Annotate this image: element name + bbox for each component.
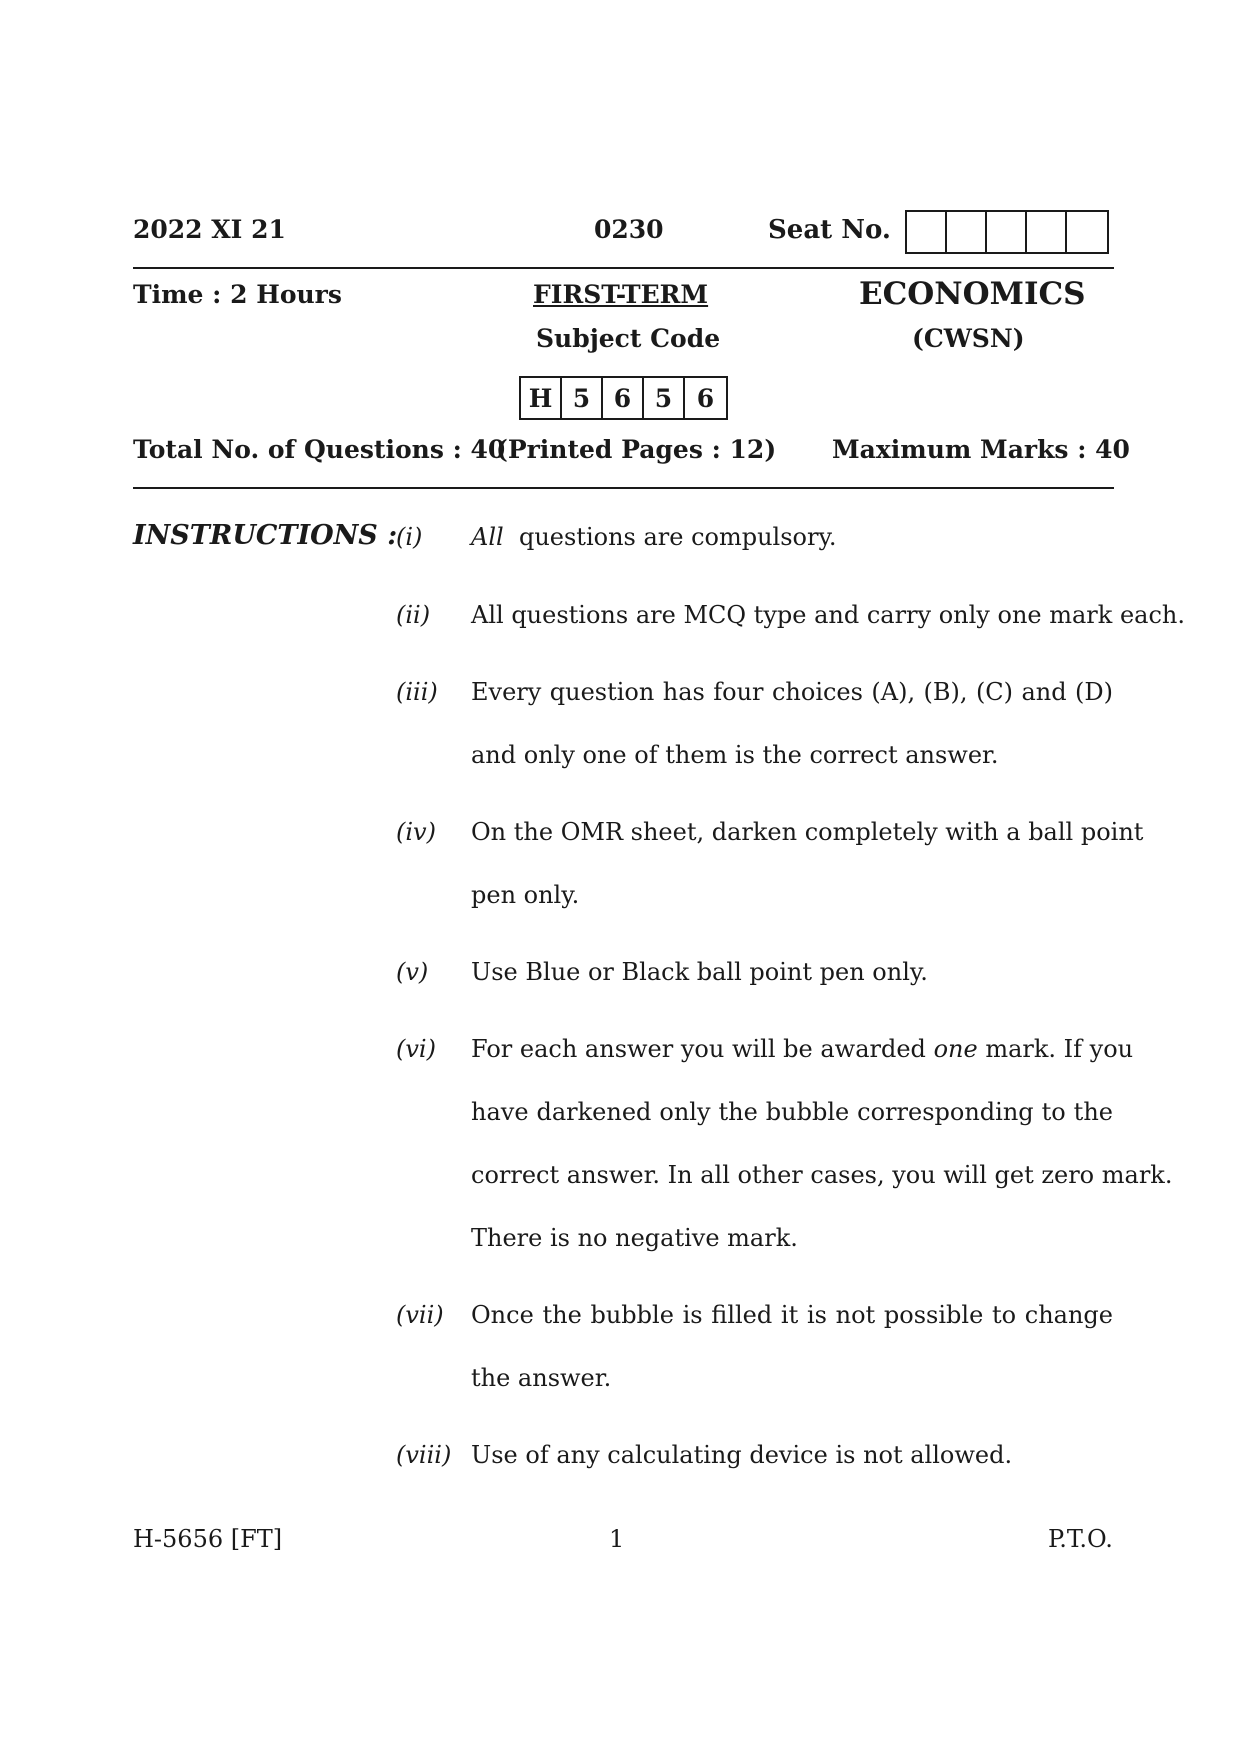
term-title: FIRST-TERM <box>533 280 709 309</box>
printed-pages: (Printed Pages : 12) <box>496 435 777 464</box>
instruction-line: Once the bubble is filled it is not possible to change <box>471 1301 1113 1329</box>
instruction-line: Use Blue or Black ball point pen only. <box>471 958 928 986</box>
seat-digit-box[interactable] <box>1027 212 1067 252</box>
subject-code-char: 6 <box>603 378 644 418</box>
instruction-number: (vii) <box>396 1301 444 1329</box>
total-questions: Total No. of Questions : 40 <box>133 435 506 464</box>
instruction-number: (iv) <box>396 818 436 846</box>
subject-code-char: 5 <box>562 378 603 418</box>
instructions-heading: INSTRUCTIONS : <box>133 520 398 551</box>
instruction-line: correct answer. In all other cases, you will get zero mark. <box>471 1161 1173 1189</box>
instruction-line <box>471 523 1113 551</box>
instruction-line: Use of any calculating device is not allowed. <box>471 1441 1013 1469</box>
instruction-emphasis: All <box>471 523 504 551</box>
instruction-line: and only one of them is the correct answer. <box>471 741 999 769</box>
instruction-emphasis: one <box>933 1035 978 1063</box>
instruction-number: (v) <box>396 958 429 986</box>
instruction-number: (ii) <box>396 601 431 629</box>
instruction-number: (iii) <box>396 678 438 706</box>
instruction-number: (viii) <box>396 1441 452 1469</box>
seat-number-boxes[interactable] <box>905 210 1109 254</box>
instruction-line: On the OMR sheet, darken completely with a ball point <box>471 818 1144 846</box>
header-bottom-rule <box>133 487 1114 489</box>
seat-digit-box[interactable] <box>987 212 1027 252</box>
header-top-rule <box>133 267 1114 269</box>
instruction-line: pen only. <box>471 881 580 909</box>
subject-code-boxes <box>519 376 728 420</box>
paper-code: 0230 <box>594 215 664 244</box>
subject-code-char: H <box>521 378 562 418</box>
page-number: 1 <box>609 1525 625 1553</box>
instruction-text: For each answer you will be awarded <box>471 1035 926 1063</box>
instruction-text: questions are compulsory. <box>518 523 837 551</box>
instruction-line: There is no negative mark. <box>471 1224 798 1252</box>
year-class: 2022 XI 21 <box>133 215 286 244</box>
seat-number-label: Seat No. <box>768 215 891 245</box>
subject-code-char: 6 <box>696 383 715 413</box>
instruction-line: All questions are MCQ type and carry only one mark each. <box>471 601 1185 629</box>
please-turn-over: P.T.O. <box>1048 1525 1113 1553</box>
subject-title: ECONOMICS <box>859 276 1086 312</box>
footer-paper-code: H-5656 [FT] <box>133 1525 283 1553</box>
instruction-line <box>471 1035 1134 1063</box>
seat-digit-box[interactable] <box>907 212 947 252</box>
maximum-marks: Maximum Marks : 40 <box>832 435 1130 464</box>
instruction-text: mark. If you <box>985 1035 1134 1063</box>
time-allowed: Time : 2 Hours <box>133 280 342 309</box>
candidate-category: (CWSN) <box>912 324 1025 353</box>
instruction-line: the answer. <box>471 1364 612 1392</box>
seat-digit-box[interactable] <box>1067 212 1107 252</box>
instruction-line: Every question has four choices (A), (B), (C) and (D) <box>471 678 1113 706</box>
seat-digit-box[interactable] <box>947 212 987 252</box>
instruction-number: (i) <box>396 523 423 551</box>
instruction-line: have darkened only the bubble corresponding to the <box>471 1098 1113 1126</box>
subject-code-char: 5 <box>644 378 685 418</box>
subject-code-label: Subject Code <box>536 324 721 353</box>
instruction-number: (vi) <box>396 1035 436 1063</box>
